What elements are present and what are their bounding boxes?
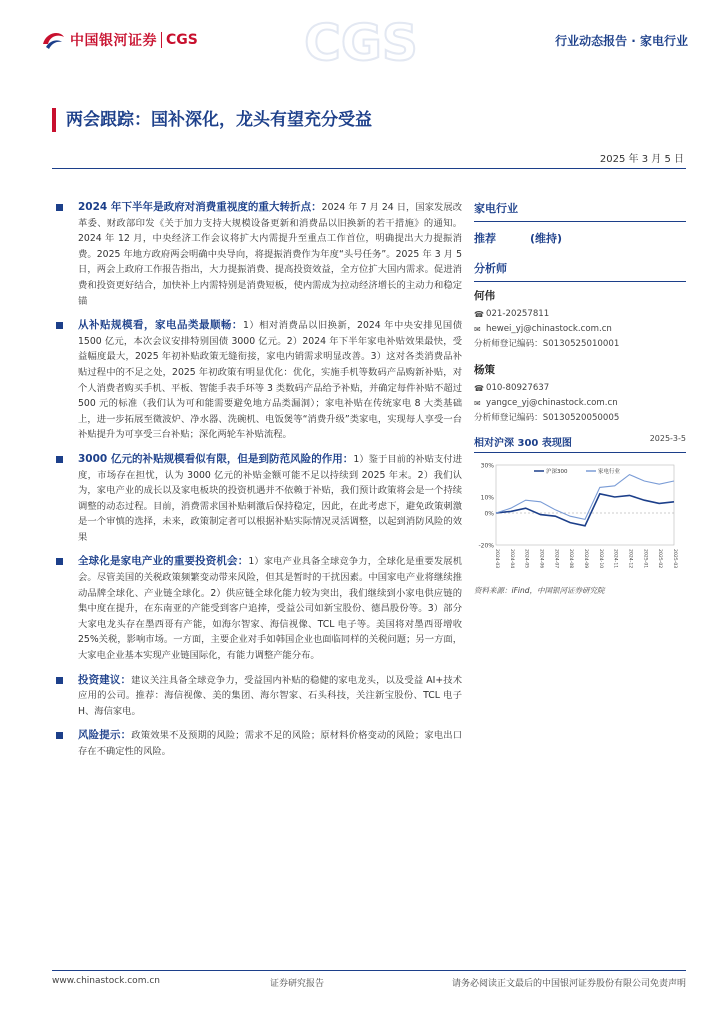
x-tick-label: 2025-01: [642, 549, 648, 569]
bullet-square-icon: [56, 322, 63, 329]
bullet-square-icon: [56, 456, 63, 463]
paragraph-body: 政策效果不及预期的风险；需求不足的风险；原材料价格变动的风险；家电出口存在不确定性的风险。: [78, 730, 462, 757]
y-tick-label: 0%: [484, 510, 494, 518]
title-divider: [52, 168, 686, 169]
paragraph-risk-prevention: [52, 452, 462, 546]
analyst-email-row: [474, 396, 686, 411]
chart-plot-frame: [496, 465, 674, 545]
logo-divider: [161, 32, 162, 48]
analyst-section-label: 分析师: [474, 260, 686, 282]
chart-date: 2025-3-5: [649, 434, 686, 443]
cgs-watermark: [304, 8, 418, 74]
paragraph-lead: 投资建议：: [78, 673, 132, 686]
company-logo: [40, 28, 198, 52]
rating-value: (维持): [530, 232, 563, 245]
analyst-email-row: [474, 322, 686, 337]
x-tick-label: 2024-12: [627, 549, 633, 569]
analyst-email[interactable]: yangce_yj@chinastock.com.cn: [486, 398, 618, 408]
x-tick-label: 2024-10: [597, 549, 603, 569]
series-line-hs300: [496, 494, 674, 526]
x-tick-label: 2024-09: [583, 549, 588, 569]
paragraph-lead: 3000 亿元的补贴规模看似有限，但是到防范风险的作用：: [78, 452, 354, 465]
email-icon: ✉: [474, 399, 481, 408]
y-tick-label: 30%: [480, 462, 494, 470]
paragraph-lead: 风险提示：: [78, 729, 132, 742]
x-tick-label: 2024-04: [508, 549, 514, 569]
galaxy-logo-icon: [40, 28, 66, 52]
chart-header: [474, 434, 686, 453]
analyst-card: [474, 288, 686, 352]
paragraph-risk-warning: [52, 728, 462, 759]
paragraph-body: 1）鉴于目前的补贴支付进度，市场存在担忧，认为 3000 亿元的补贴金额可能不足以持续到 2025 年末。2）我们认为，家电产业的成长以及家电板块的投资机遇并不依赖于补贴，我们预计政策将会是一个持续调整的动态过程。目前，消费需求国补贴刺激后保持稳定，因此，在此考虑下，避免政策刺激是一个审慎的选择，未来，政策制定者可以根据补贴实际情况灵活调整，以起到消防风险的效果: [78, 453, 462, 543]
y-tick-label: -20%: [478, 542, 494, 550]
analyst-phone-row: [474, 307, 686, 322]
x-tick-label: 2024-06: [538, 549, 544, 569]
phone-icon: ☎: [474, 310, 484, 319]
industry-label: 家电行业: [474, 200, 686, 222]
title-accent-bar: [52, 108, 56, 132]
series-line-appliance: [496, 475, 674, 520]
analyst-cert: 分析师登记编码：S0130520050005: [474, 413, 620, 423]
paragraph-investment-advice: [52, 673, 462, 720]
analyst-name: 何伟: [474, 290, 495, 302]
analyst-cert: 分析师登记编码：S0130525010001: [474, 339, 620, 349]
chart-title: 相对沪深 300 表现图: [474, 438, 572, 449]
x-tick-label: 2025-02: [657, 549, 663, 569]
x-tick-label: 2024-07: [553, 549, 559, 569]
paragraph-body: 1）相对消费品以旧换新，2024 年中央安排见国债 1500 亿元，本次会议安排特别国债 3000 亿元。2）2024 年下半年家电补贴效果最快，受益幅度最大，2025 年初补贴政策无缝衔接，家电内销需求明显改善。3）这对各类消费品补贴过程中的不足之处，2025 年初政策有明显优化：优化，实施手机等数码产品购新补贴，对个人消费者购买手机、平板、智能手表手环等 3 类数码产品给予补贴，并确定每件补贴不超过 500 元的标准（我们认为可和能需要避免地方品类漏洞）；家电补贴在传统家电 8 大类基础上，进一步拓展至微波炉、净水器、洗碗机、电饭煲等“消费升级”类家电，实现每人享受一台补贴提升为可享受三台补贴；深化两轮车补贴流程。: [78, 320, 463, 441]
analyst-phone: 021-20257811: [486, 309, 550, 319]
report-date: 2025 年 3 月 5 日: [599, 154, 684, 165]
bullet-square-icon: [56, 677, 63, 684]
paragraph-globalization: [52, 554, 462, 663]
report-type: 行业动态报告 · 家电行业: [555, 34, 688, 48]
paragraph-lead: 从补贴规模看，家电品类最顺畅：: [78, 319, 243, 332]
x-tick-label: 2024-03: [494, 549, 499, 569]
x-tick-label: 2025-03: [672, 549, 677, 569]
analyst-phone-row: [474, 381, 686, 396]
analyst-card: [474, 362, 686, 426]
legend-label: 沪深300: [546, 469, 568, 475]
main-body: [52, 200, 462, 769]
paragraph-body: 建议关注具备全球竞争力，受益国内补贴的稳健的家电龙头，以及受益 AI+技术应用的公司。推荐：海信视像、美的集团、海尔智家、石头科技，关注新宝股份、TCL 电子 H、海信家电。: [78, 674, 462, 717]
logo-text-en: CGS: [166, 32, 198, 48]
paragraph-body: 1）家电产业具备全球竞争力，全球化是重要发展机会。尽管美国的关税政策频繁变动带来风险，但其是暂时的干扰因素。中国家电产业将继续推动品牌全球化、产业链全球化。2）供应链全球化能力较为突出，我们继续到小家电供应链的集中度在提升，在东南亚的产能受到客户追捧，受益公司如新宝股份、德昌股份等。3）部分大家电龙头存在墨西哥有产能，如海尔智家、海信视像、TCL 电子等。美国将对墨西哥增收 25%关税，影响市场。一方面，主要企业对手如韩国企业也面临同样的关税问题；另一方面，大家电企业基本实现产业链国际化，有能力调整产能分布。: [78, 556, 463, 662]
paragraph-policy-turning-point: [52, 200, 462, 309]
paragraph-subsidy-scale: [52, 318, 462, 443]
y-tick-label: 10%: [480, 494, 494, 502]
sidebar: [474, 200, 686, 596]
x-tick-label: 2024-05: [523, 549, 529, 569]
svg-text:CGS: CGS: [304, 14, 418, 72]
rating-label: 推荐: [474, 232, 496, 245]
analyst-phone: 010-80927637: [486, 383, 550, 393]
relative-performance-chart: [474, 455, 686, 579]
report-title: 两会跟踪：国补深化，龙头有望充分受益: [66, 110, 372, 130]
email-icon: ✉: [474, 325, 481, 334]
footer-doc-type: 证券研究报告: [270, 979, 325, 989]
analyst-email[interactable]: hewei_yj@chinastock.com.cn: [486, 324, 612, 334]
paragraph-body: 2024 年 7 月 24 日，国家发展改革委、财政部印发《关于加力支持大规模设备更新和消费品以旧换新的若干措施》的通知。2024 年 12 月，中央经济工作会议将扩大内需提升至重点工作首位，明确提出大力提振消费。2025 年地方政府两会明确中央导向，将提振消费作为年度“头号任务”。2025 年 3 月 5 日，两会上政府工作报告指出，大力提振消费、提高投资效益，全方位扩大国内需求。促进消费和投资更好结合，加快补上内需特别是消费短板，使内需成为拉动经济增长的主动力和稳定锚: [78, 202, 462, 307]
rating-row: [474, 230, 686, 252]
footer-disclaimer: 请务必阅读正文最后的中国银河证券股份有限公司免责声明: [451, 979, 686, 989]
logo-text-cn: 中国银河证券: [70, 33, 157, 49]
x-tick-label: 2024-11: [612, 549, 618, 569]
footer-website[interactable]: www.chinastock.com.cn: [52, 976, 160, 986]
analyst-name: 杨策: [474, 364, 495, 376]
x-tick-label: 2024-08: [568, 549, 574, 569]
paragraph-lead: 全球化是家电产业的重要投资机会：: [78, 555, 249, 568]
page-header: [0, 0, 724, 80]
bullet-square-icon: [56, 732, 63, 739]
chart-source: 资料来源：iFind，中国银河证券研究院: [474, 586, 605, 595]
legend-label: 家电行业: [598, 469, 621, 475]
bullet-square-icon: [56, 558, 63, 565]
phone-icon: ☎: [474, 384, 484, 393]
paragraph-lead: 2024 年下半年是政府对消费重视度的重大转折点：: [78, 201, 322, 213]
bullet-square-icon: [56, 204, 63, 211]
footer-divider: [52, 970, 686, 971]
